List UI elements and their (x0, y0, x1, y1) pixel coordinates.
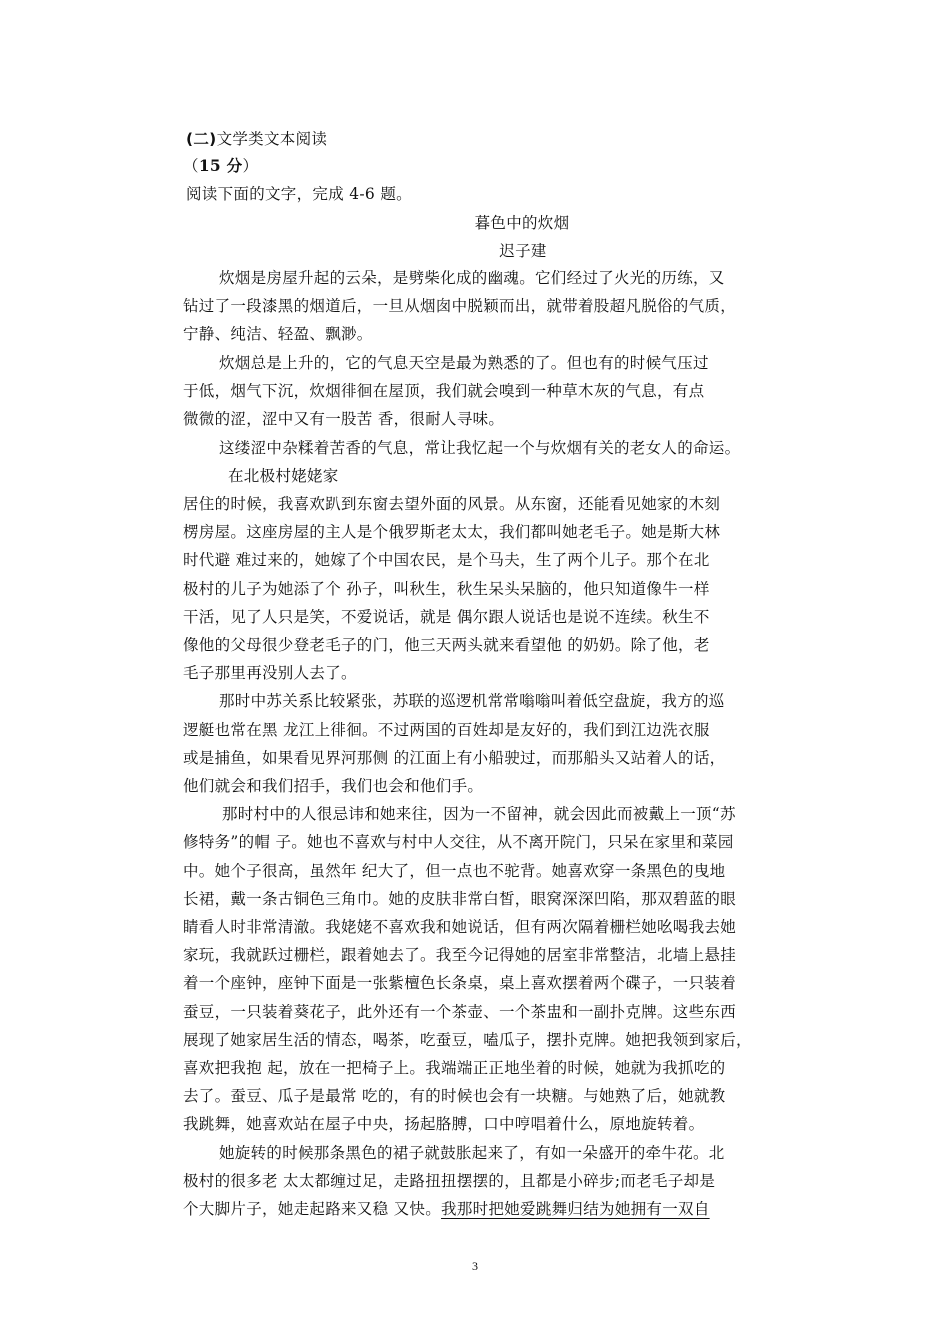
body-line: 极村的很多老 太太都缠过足，走路扭扭摆摆的，且都是小碎步;而老毛子却是 (183, 1172, 716, 1190)
section-label-title: 文学类文本阅读 (216, 130, 328, 148)
points-close: ） (242, 157, 259, 175)
body-line: 我跳舞，她喜欢站在屋子中央，扬起胳膊，口中哼唱着什么，原地旋转着。 (183, 1115, 705, 1133)
body-line: 那时村中的人很忌讳和她来往，因为一不留神，就会因此而被戴上一顶“苏 (222, 805, 736, 823)
body-line: 睛看人时非常清澈。我姥姥不喜欢我和她说话，但有两次隔着栅栏她吆喝我去她 (183, 918, 737, 936)
body-line: 他们就会和我们招手，我们也会和他们手。 (183, 777, 484, 795)
body-line: 或是捕鱼，如果看见界河那侧 的江面上有小船驶过，而那船头又站着人的话， (183, 749, 726, 767)
points-value: 15 分 (198, 156, 243, 175)
body-line: 宁静、纯洁、轻盈、飘渺。 (183, 325, 373, 343)
body-line: 家玩，我就跃过栅栏，跟着她去了。我至今记得她的居室非常整洁，北墙上悬挂 (183, 946, 737, 964)
body-line: 修特务”的帽 子。她也不喜欢与村中人交往，从不离开院门，只呆在家里和菜园 (183, 833, 734, 851)
section-label-number: (二) (186, 130, 217, 148)
instruction: 阅读下面的文字，完成 4-6 题。 (186, 185, 412, 203)
body-line: 楞房屋。这座房屋的主人是个俄罗斯老太太，我们都叫她老毛子。她是斯大林 (183, 523, 721, 541)
body-line: 时代避 难过来的，她嫁了个中国农民，是个马夫，生了两个儿子。那个在北 (183, 551, 710, 569)
body-line: 微微的涩，涩中又有一股苦 香，很耐人寻味。 (183, 410, 505, 428)
body-line-last (183, 1199, 710, 1219)
body-line: 居住的时候，我喜欢趴到东窗去望外面的风景。从东窗，还能看见她家的木刻 (183, 495, 721, 513)
points-open: （ (183, 157, 199, 175)
page-number: 3 (472, 1259, 478, 1273)
body-line: 展现了她家居生活的情态，喝茶，吃蚕豆，嗑瓜子，摆扑克牌。她把我领到家后， (183, 1031, 752, 1049)
body-line: 像他的父母很少登老毛子的门，他三天两头就来看望他 的奶奶。除了他，老 (183, 636, 710, 654)
article-author: 迟子建 (499, 242, 547, 260)
body-line: 她旋转的时候那条黑色的裙子就鼓胀起来了，有如一朵盛开的牵牛花。北 (219, 1144, 725, 1162)
body-line: 喜欢把我抱 起，放在一把椅子上。我端端正正地坐着的时候，她就为我抓吃的 (183, 1059, 726, 1077)
body-line: 着一个座钟，座钟下面是一张紫檀色长条桌，桌上喜欢摆着两个碟子，一只装着 (183, 974, 737, 992)
body-line: 干活，见了人只是笑，不爱说话，就是 偶尔跟人说话也是说不连续。秋生不 (183, 608, 710, 626)
body-line: 蚕豆，一只装着葵花子，此外还有一个茶壶、一个茶盅和一副扑克牌。这些东西 (183, 1003, 737, 1021)
body-line: 那时中苏关系比较紧张，苏联的巡逻机常常嗡嗡叫着低空盘旋，我方的巡 (219, 692, 725, 710)
section-heading (186, 129, 327, 149)
body-line: 去了。蚕豆、瓜子是最常 吃的，有的时候也会有一块糖。与她熟了后，她就教 (183, 1087, 726, 1105)
underlined-sentence: 我那时把她爱跳舞归结为她拥有一双自 (441, 1200, 710, 1218)
section-points (183, 156, 258, 176)
body-line: 于低，烟气下沉，炊烟徘徊在屋顶，我们就会嗅到一种草木灰的气息，有点 (183, 382, 705, 400)
body-line: 钻过了一段漆黑的烟道后，一旦从烟囱中脱颖而出，就带着股超凡脱俗的气质， (183, 297, 737, 315)
body-line: 在北极村姥姥家 (228, 467, 339, 485)
body-line: 这缕涩中杂糅着苦香的气息，常让我忆起一个与炊烟有关的老女人的命运。 (219, 439, 741, 457)
body-line: 炊烟总是上升的，它的气息天空是最为熟悉的了。但也有的时候气压过 (219, 354, 709, 372)
body-line-text: 个大脚片子，她走起路来又稳 又快。 (183, 1200, 442, 1218)
body-line: 逻艇也常在黑 龙江上徘徊。不过两国的百姓却是友好的，我们到江边洗衣服 (183, 721, 710, 739)
body-line: 毛子那里再没别人去了。 (183, 664, 357, 682)
article-title: 暮色中的炊烟 (474, 214, 570, 232)
body-line: 炊烟是房屋升起的云朵，是劈柴化成的幽魂。它们经过了火光的历练，又 (219, 269, 725, 287)
body-line: 极村的儿子为她添了个 孙子，叫秋生，秋生呆头呆脑的，他只知道像牛一样 (183, 580, 710, 598)
body-line: 中。她个子很高，虽然年 纪大了，但一点也不驼背。她喜欢穿一条黑色的曳地 (183, 862, 726, 880)
body-line: 长裙，戴一条古铜色三角巾。她的皮肤非常白皙，眼窝深深凹陷，那双碧蓝的眼 (183, 890, 737, 908)
